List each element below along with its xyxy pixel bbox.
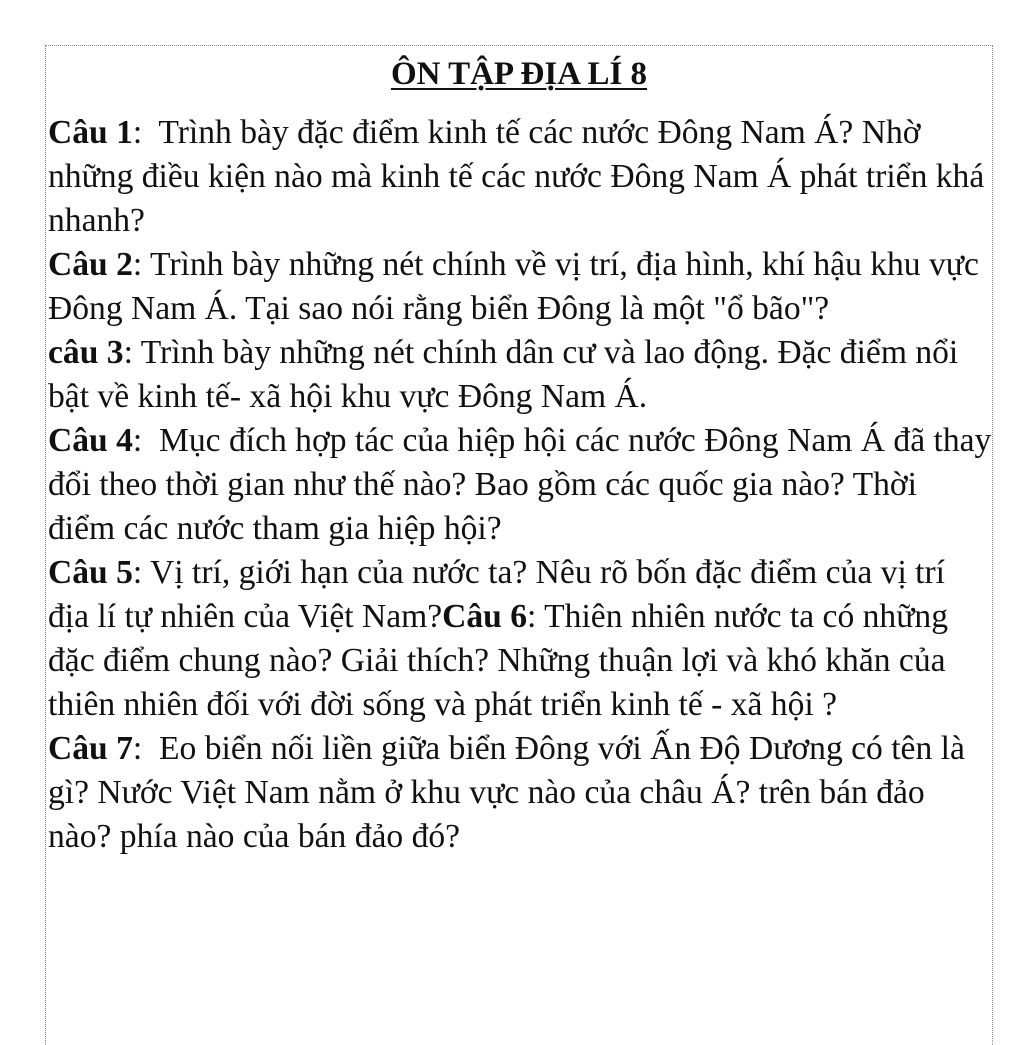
- question-2-separator: :: [132, 246, 151, 283]
- question-4-label: Câu 4: [48, 422, 133, 459]
- question-1-text: Trình bày đặc điểm kinh tế các nước Đông Nam Á? Nhờ những điều kiện nào mà kinh tế các nước Đông Nam Á phát triển khá nhanh?: [48, 114, 985, 239]
- question-1-separator: :: [132, 114, 159, 151]
- question-7-text: Eo biển nối liền giữa biển Đông với Ấn Độ Dương có tên là gì? Nước Việt Nam nằm ở khu vực nào của châu Á? trên bán đảo nào? phía nào của bán đảo đó?: [48, 730, 965, 855]
- question-6-text: Thiên nhiên nước ta có những đặc điểm chung nào? Giải thích? Những thuận lợi và khó khăn của thiên nhiên đối với đời sống và phát triển kinh tế - xã hội ?: [48, 598, 948, 723]
- question-1: [48, 111, 992, 243]
- question-7: [48, 727, 992, 859]
- document-page: [45, 45, 993, 1045]
- question-4-text: Mục đích hợp tác của hiệp hội các nước Đông Nam Á đã thay đổi theo thời gian như thế nào? Bao gồm các quốc gia nào? Thời điểm các nước tham gia hiệp hội?: [48, 422, 992, 547]
- page-title: ÔN TẬP ĐỊA LÍ 8: [390, 56, 648, 92]
- question-2-text: Trình bày những nét chính về vị trí, địa hình, khí hậu khu vực Đông Nam Á. Tại sao nói rằng biển Đông là một "ổ bão"?: [48, 246, 979, 327]
- question-5-6: [48, 551, 992, 727]
- question-list: [48, 111, 992, 859]
- question-3-separator: :: [123, 334, 141, 371]
- question-7-label: Câu 7: [48, 730, 133, 767]
- question-3: [48, 331, 992, 419]
- question-4: [48, 419, 992, 551]
- question-4-separator: :: [132, 422, 160, 459]
- question-5-separator: :: [132, 554, 151, 591]
- question-6-separator: :: [527, 598, 545, 635]
- question-1-label: Câu 1: [48, 114, 133, 151]
- question-3-label: câu 3: [48, 334, 124, 371]
- question-5-label: Câu 5: [48, 554, 133, 591]
- question-2: [48, 243, 992, 331]
- question-3-text: Trình bày những nét chính dân cư và lao động. Đặc điểm nổi bật về kinh tế- xã hội khu vực Đông Nam Á.: [48, 334, 959, 415]
- question-2-label: Câu 2: [48, 246, 133, 283]
- question-6-label: Câu 6: [442, 598, 528, 635]
- question-5-text: Vị trí, giới hạn của nước ta? Nêu rõ bốn đặc điểm của vị trí địa lí tự nhiên của Việt Nam?: [48, 554, 946, 635]
- question-7-separator: :: [132, 730, 160, 767]
